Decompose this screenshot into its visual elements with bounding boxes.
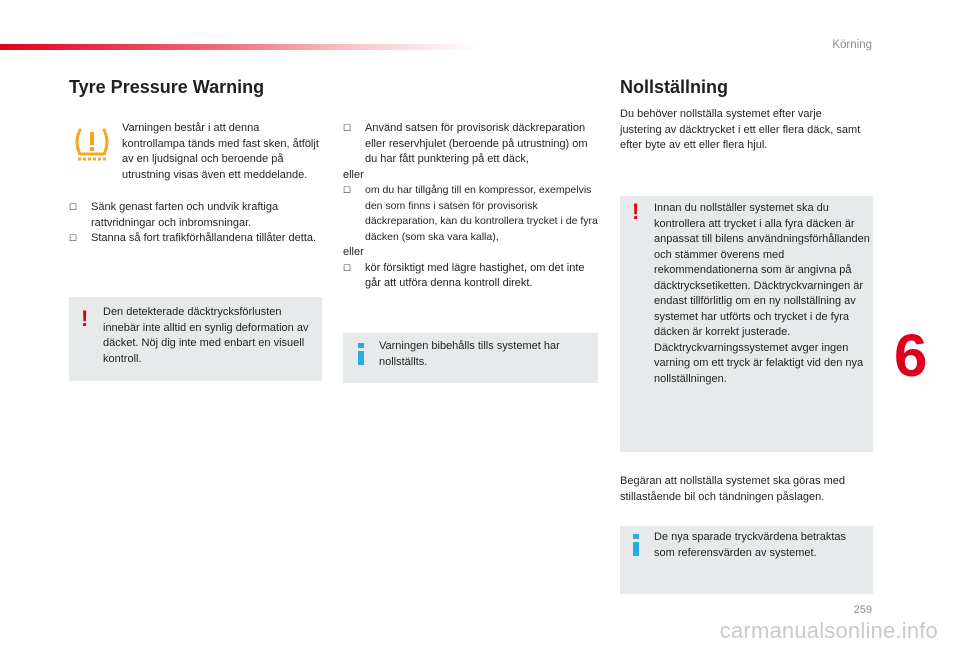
middle-column (343, 121, 601, 292)
info-icon (358, 343, 364, 365)
list-item: ☐ Stanna så fort trafikförhållandena tillåter detta. (69, 231, 319, 247)
middle-info-box (343, 333, 598, 383)
page-number: 259 (853, 604, 872, 616)
bullet-marker: ☐ (69, 202, 78, 212)
chapter-number: 6 (894, 322, 928, 389)
info-box-text: De nya sparade tryckvärdena betraktas som referensvärden av systemet. (654, 531, 846, 559)
list-item: ☐ Sänk genast farten och undvik kraftiga rattvridningar och inbromsningar. (69, 201, 279, 229)
bullet-marker: ☐ (69, 233, 78, 243)
list-item: ☐ kör försiktigt med lägre hastighet, om det inte går att utföra denna kontroll direkt. (343, 261, 585, 289)
right-warning-box (620, 196, 873, 452)
header-accent-bar (0, 44, 480, 50)
bullet-marker: ☐ (343, 123, 352, 133)
warning-icon: ! (81, 306, 89, 331)
tyre-pressure-title: Tyre Pressure Warning (69, 77, 265, 97)
info-box-text: Varningen bibehålls tills systemet har nollställts. (379, 340, 560, 368)
reset-request-text: Begäran att nollställa systemet ska göras med stillastående bil och tändningen påslagen. (620, 475, 846, 503)
reset-title: Nollställning (620, 77, 728, 97)
list-item: ☐ Använd satsen för provisorisk däckreparation eller reservhjulet (beroende på utrustning) om du har fått punktering på ett däck, (343, 122, 588, 165)
warning-icon: ! (632, 199, 640, 224)
info-icon (633, 534, 639, 556)
right-info-box (620, 526, 873, 594)
watermark: carmanualsonline.info (719, 618, 938, 643)
reset-intro-text: Du behöver nollställa systemet efter varje justering av däcktrycket i ett eller flera däck, samt efter byte av ett eller flera hjul. (620, 108, 861, 151)
or-text: eller (343, 246, 364, 258)
warning-box-text: Den detekterade däcktrycksförlusten innebär inte alltid en synlig deformation av däcket. Nöj dig inte med enbart en visuell kontroll. (103, 306, 309, 365)
tyre-pressure-warning-icon (72, 126, 112, 162)
left-warning-box (69, 297, 322, 381)
bullet-marker: ☐ (343, 262, 352, 273)
warning-intro-text: Varningen består i att denna kontrollampa tänds med fast sken, åtföljt av en ljudsignal och beroende på utrustning visas även ett meddelande. (122, 122, 319, 181)
bullet-marker: ☐ (343, 185, 352, 195)
section-label: Körning (832, 39, 872, 51)
action-list (69, 200, 319, 247)
warning-box-text: Innan du nollställer systemet ska du kontrollera att trycket i alla fyra däcken är anpassat till bilens användningsförhållanden och stämmer överens med rekommendationerna som är angivna på däcktrycksetiketten. Däcktryckvarningen är endast tillförlitlig om en ny nollställning av systemet har utförts och trycket i de fyra däcken är korrekt justerade. Däcktryckvarningssystemet avger ingen varning om ett tryck är felaktigt vid den nya nollställningen. (654, 202, 870, 385)
or-text: eller (343, 168, 364, 181)
list-item: ☐ om du har tillgång till en kompressor, exempelvis den som finns i satsen för provisorisk däckreparation, kan du kontrollera trycket i de fyra däcken (som ska vara kalla), (343, 184, 598, 243)
